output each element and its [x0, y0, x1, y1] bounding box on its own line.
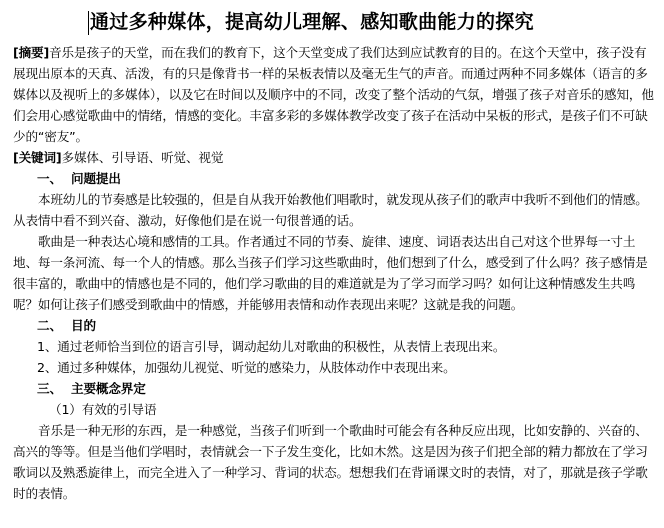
text-cursor [88, 11, 89, 35]
section-title-2: 目的 [71, 318, 96, 333]
section2-item-2: 2、通过多种媒体，加强幼儿视觉、听觉的感染力，从肢体动作中表现出来。 [37, 360, 456, 375]
document-body [13, 42, 658, 504]
abstract-label: [摘要] [13, 45, 50, 60]
section3-subheading: （1）有效的引导语 [49, 402, 157, 417]
section2-item-1: 1、通过老师恰当到位的语言引导，调动起幼儿对歌曲的积极性，从表情上表现出来。 [37, 339, 506, 354]
section3-paragraph: 音乐是一种无形的东西，是一种感觉，当孩子们听到一个歌曲时可能会有各种反应出现，比如安静的、兴奋的、高兴的等等。但是当他们学唱时，表情就会一下子发生变化，比如木然。这是因为孩子们把全部的精力都放在了学习歌词以及熟悉旋律上，而完全进入了一种学习、背词的状态。想想我们在背诵课文时的表情，对了，那就是孩子学歌时的表情。 [13, 423, 648, 501]
abstract-text: 音乐是孩子的天堂，而在我们的教育下，这个天堂变成了我们达到应试教育的目的。在这个天堂中，孩子没有展现出原本的天真、活泼，有的只是像背书一样的呆板表情以及毫无生气的声音。而通过两种不同多媒体（语言的多媒体以及视听上的多媒体），以及它在时间以及顺序中的不同，改变了整个活动的气氛，增强了孩子对音乐的感知，他们会用心感觉歌曲中的情绪，情感的变化。丰富多彩的多媒体教学改变了孩子在活动中呆板的形式，是孩子们不可缺少的“密友”。 [13, 45, 654, 144]
section-title-3: 主要概念界定 [71, 381, 146, 396]
section-title-1: 问题提出 [71, 171, 121, 186]
keywords-paragraph [13, 147, 658, 168]
section1-paragraph-2: 歌曲是一种表达心境和感情的工具。作者通过不同的节奏、旋律、速度、词语表达出自己对这个世界每一寸土地、每一条河流、每一个人的情感。那么当孩子们学习这些歌曲时，他们想到了什么，感受到了什么吗？孩子感情是很丰富的，歌曲中的情感也是不同的，他们学习歌曲的目的难道就是为了学习而学习吗？如何让这种情感发生共鸣呢？如何让孩子们感受到歌曲中的情感，并能够用表情和动作表现出来呢？这就是我的问题。 [13, 234, 648, 312]
abstract-paragraph [13, 42, 658, 147]
keywords-text: 多媒体、引导语、听觉、视觉 [61, 150, 224, 165]
section-heading-1 [13, 168, 658, 189]
document-title: 通过多种媒体，提高幼儿理解、感知歌曲能力的探究 [90, 11, 534, 33]
section-number-1: 一、 [37, 171, 62, 186]
section-number-2: 二、 [37, 318, 62, 333]
section-heading-2 [13, 315, 658, 336]
keywords-label: [关键词] [13, 150, 62, 165]
section-heading-3 [13, 378, 658, 399]
section-number-3: 三、 [37, 381, 62, 396]
section1-paragraph-1: 本班幼儿的节奏感是比较强的，但是自从我开始教他们唱歌时，就发现从孩子们的歌声中我听不到他们的情感。从表情中看不到兴奋、激动，好像他们是在说一句很普通的话。 [13, 192, 648, 228]
